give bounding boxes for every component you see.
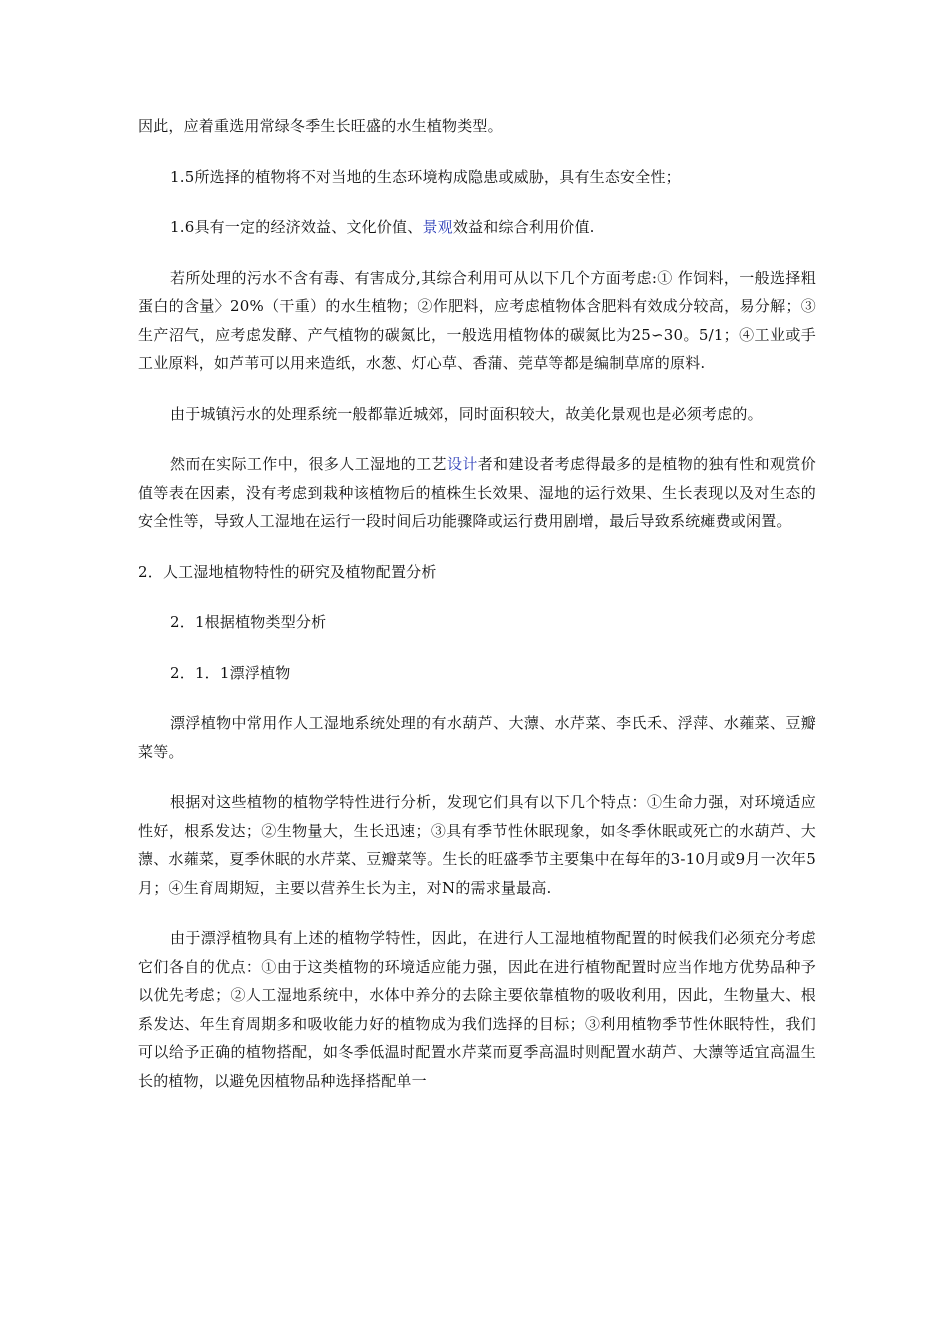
document-body [138,112,816,1117]
paragraph-practice [138,450,816,536]
item-1-6-text-a: 1.6具有一定的经济效益、文化价值、 [170,218,423,236]
section-heading-2-1: 2．1根据植物类型分析 [170,613,327,631]
paragraph-configuration: 由于漂浮植物具有上述的植物学特性，因此，在进行人工湿地植物配置的时候我们必须充分考虑它们各自的优点：①由于这类植物的环境适应能力强，因此在进行植物配置时应当作地方优势品种予以优先考虑；②人工湿地系统中，水体中养分的去除主要依靠植物的吸收利用，因此，生物量大、根系发达、年生育周期多和吸收能力好的植物成为我们选择的目标；③利用植物季节性休眠特性，我们可以给予正确的植物搭配，如冬季低温时配置水芹菜而夏季高温时则配置水葫芦、大薸等适宜高温生长的植物，以避免因植物品种选择搭配单一 [138,929,816,1090]
item-1-6-text-b: 效益和综合利用价值. [452,218,595,236]
paragraph-conclusion: 因此，应着重选用常绿冬季生长旺盛的水生植物类型。 [138,117,503,135]
section-heading-2: 2．人工湿地植物特性的研究及植物配置分析 [138,562,437,581]
link-sheji[interactable]: 设计 [446,455,478,473]
paragraph-utilization: 若所处理的污水不含有毒、有害成分,其综合利用可从以下几个方面考虑:① 作饲料，一般选择粗蛋白的含量〉20%（干重）的水生植物；②作肥料，应考虑植物体含肥料有效成分较高，易分解；③生产沼气，应考虑发酵、产气植物的碳氮比，一般选用植物体的碳氮比为25∽30。5/1；④工业或手工业原料，如芦苇可以用来造纸，水葱、灯心草、香蒲、莞草等都是编制草席的原料. [138,268,816,372]
paragraph-practice-text-a: 然而在实际工作中，很多人工湿地的工艺 [170,455,447,473]
section-heading-2-1-1: 2．1．1漂浮植物 [170,663,291,682]
paragraph-landscape: 由于城镇污水的处理系统一般都靠近城郊，同时面积较大，故美化景观也是必须考虑的。 [170,404,763,423]
paragraph-practice-text-b: 者和建设者考虑得最多的是植物的独有性和观赏价值等表在因素，没有考虑到栽种该植物后的植株生长效果、湿地的运行效果、生长表现以及对生态的安全性等，导致人工湿地在运行一段时间后功能骤降或运行费用剧增，最后导致系统瘫费或闲置。 [138,455,817,530]
paragraph-floating-plants: 漂浮植物中常用作人工湿地系统处理的有水葫芦、大薸、水芹菜、李氏禾、浮萍、水蕹菜、豆瓣菜等。 [138,714,816,761]
item-1-5: 1.5所选择的植物将不对当地的生态环境构成隐患或威胁，具有生态安全性； [170,167,681,186]
link-jingguan[interactable]: 景观 [422,218,453,236]
paragraph-characteristics: 根据对这些植物的植物学特性进行分析，发现它们具有以下几个特点：①生命力强，对环境适应性好，根系发达；②生物量大，生长迅速；③具有季节性休眠现象，如冬季休眠或死亡的水葫芦、大薸、水蕹菜，夏季休眠的水芹菜、豆瓣菜等。生长的旺盛季节主要集中在每年的3-10月或9月一次年5月；④生育周期短，主要以营养生长为主，对N的需求量最高. [138,793,816,897]
item-1-6 [138,213,816,242]
